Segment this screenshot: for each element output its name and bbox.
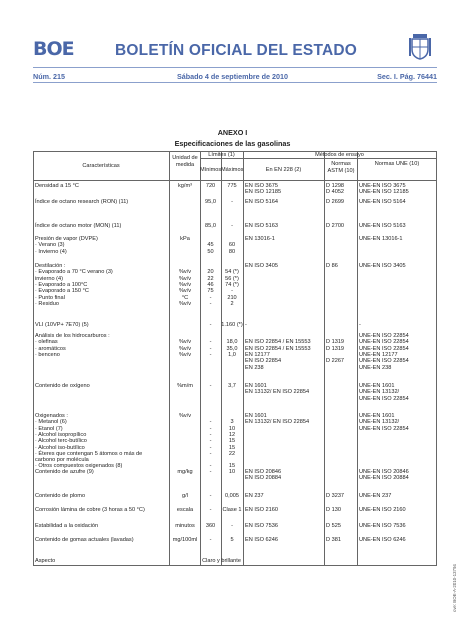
cell-char: Densidad a 15 °C	[35, 183, 79, 189]
cell-min: 20	[207, 269, 214, 276]
bulletin-title: BOLETÍN OFICIAL DEL ESTADO	[115, 42, 358, 59]
cell-char: Índice de octano motor (MON) (11)	[35, 223, 122, 229]
cell-une: UNE-EN 237	[359, 493, 392, 499]
cell-char: · Evaporado a 70 °C verano (3)	[35, 269, 113, 276]
cell-min: 95,0	[205, 199, 216, 205]
cell-min: 50	[207, 248, 214, 255]
cell-char: Aspecto	[35, 558, 56, 564]
cell-une: UNE-EN ISO 5164	[359, 199, 406, 205]
header-bottom-rule	[33, 180, 437, 181]
cell-char: · Residuo	[35, 300, 59, 307]
cell-une: UNE-EN ISO 2160	[359, 507, 406, 513]
cell-min: -	[209, 300, 212, 307]
cell-en: EN ISO 6246	[245, 537, 278, 543]
cell-char: Contenido de plomo	[35, 493, 86, 499]
cell-max: 3	[230, 419, 234, 426]
cell-char: · Verano (3)	[35, 242, 65, 249]
cell-unit: kPa	[180, 236, 190, 242]
cell-une: UNE-EN 1601	[359, 383, 395, 389]
cell-max: 22	[228, 450, 236, 457]
cell-astm: D 525	[326, 523, 341, 529]
cell-astm: D 3237	[326, 493, 345, 499]
column-divider	[357, 151, 358, 566]
cell-une: UNE-EN ISO 22854	[359, 425, 409, 432]
cell-max: -	[231, 223, 233, 229]
cell-en: EN ISO 5163	[245, 223, 278, 229]
cell-unit: %v/v	[178, 300, 192, 307]
cell-unit: mg/100ml	[172, 537, 198, 543]
cell-astm: D 1298	[326, 183, 345, 189]
cell-une: UNE-EN ISO 22854	[359, 333, 409, 339]
cell-une: UNE-EN 1601	[359, 413, 395, 419]
cell-min: -	[209, 294, 212, 301]
boe-logo-text: BOE	[33, 38, 74, 60]
cell-char: Análisis de los hidrocarburos :	[35, 333, 110, 339]
cell-en: EN ISO 3675	[245, 183, 278, 189]
cell-une: UNE-EN ISO 5163	[359, 223, 406, 229]
cell-unit: escala	[176, 507, 194, 513]
cell-max: 80	[228, 248, 236, 255]
cell-min: 46	[207, 281, 214, 288]
cell-char: Índice de octano research (RON) (11)	[35, 199, 129, 205]
cell-en: EN ISO 22854	[245, 358, 282, 365]
cell-une: UNE-EN ISO 20884	[359, 475, 409, 482]
cell-char: Corrosión lámina de cobre (3 horas a 50 °C)	[35, 507, 145, 513]
cell-une: -	[359, 322, 361, 328]
cell-unit: %v/v	[178, 281, 192, 288]
cell-une: UNE-EN 12177	[359, 351, 398, 358]
header-limits: Límites (1)	[208, 152, 235, 158]
cell-une: UNE-EN 238	[359, 364, 392, 371]
cell-en: EN ISO 2160	[245, 507, 278, 513]
cell-min: -	[209, 431, 212, 438]
cell-unit: %v/v	[178, 269, 192, 276]
cell-une: UNE-EN ISO 6246	[359, 537, 406, 543]
cell-min: -	[209, 493, 212, 499]
cell-min: -	[209, 345, 212, 352]
cell-une: UNE-EN ISO 22854	[359, 395, 409, 402]
cell-max: -	[231, 288, 233, 295]
cell-max: Clase 1	[222, 507, 242, 513]
cell-une: UNE-EN ISO 3405	[359, 263, 406, 269]
cell-char: Estabilidad a la oxidación	[35, 523, 99, 529]
table-border	[436, 151, 437, 566]
cell-en: EN ISO 22854 / EN 15553	[245, 339, 311, 346]
cell-en: EN ISO 3405	[245, 263, 278, 269]
cell-max: 3,7	[228, 383, 236, 389]
cell-char: · Evaporado a 150 °C	[35, 288, 89, 295]
cell-min: 45	[207, 242, 214, 249]
cell-char: · Alcohol iso-butílico	[35, 444, 85, 451]
section-page: Sec. I. Pág. 76441	[377, 72, 437, 81]
cell-min: 85,0	[205, 223, 216, 229]
cell-min: 360	[205, 523, 216, 529]
cell-char: · Alcohol isopropílico	[35, 431, 87, 438]
cell-min: -	[209, 444, 212, 451]
cell-min: -	[209, 383, 212, 389]
cell-max: 775	[227, 183, 237, 189]
cell-en: EN 237	[245, 493, 264, 499]
side-code: cve: BOE-A-2010-13794	[452, 564, 457, 612]
cell-min: -	[209, 469, 212, 475]
cell-char: carbono por molécula	[35, 457, 89, 464]
cell-max: -	[231, 199, 233, 205]
header-min: Mínimos	[200, 167, 222, 173]
cell-unit: kg/m³	[178, 183, 192, 189]
table-border	[33, 151, 34, 566]
cell-char: Contenido de oxígeno	[35, 383, 90, 389]
column-divider	[243, 151, 244, 566]
issue-number: Núm. 215	[33, 72, 65, 81]
cell-min: Claro y brillante	[202, 558, 241, 564]
cell-char: Contenido de gomas actuales (lavadas)	[35, 537, 134, 543]
cell-max: 1.160 (*)	[221, 322, 243, 328]
cell-char: · Otros compuestos oxigenados (8)	[35, 463, 123, 470]
cell-unit: %v/v	[178, 339, 192, 346]
cell-astm: D 130	[326, 507, 341, 513]
cell-une: UNE-EN 13132/	[359, 389, 400, 396]
cell-max: 15	[228, 438, 236, 445]
cell-max: 15	[228, 444, 236, 451]
cell-une: UNE-EN 13016-1	[359, 236, 403, 242]
cell-char: · olefinas	[35, 339, 58, 346]
cell-unit: %v/v	[178, 288, 192, 295]
cell-en: EN 13132/ EN ISO 22854	[245, 389, 310, 396]
boe-logo	[33, 38, 74, 60]
header-max: Máximos	[221, 167, 244, 173]
cell-char: Presión de vapor (DVPE)	[35, 236, 98, 242]
cell-char: · Evaporado a 100°C	[35, 281, 88, 288]
cell-max: 0,005	[225, 493, 239, 499]
cell-une: UNE-EN ISO 3675	[359, 183, 406, 189]
cell-astm: D 2267	[326, 358, 345, 365]
cell-unit: %v/v	[178, 275, 192, 282]
cell-min: -	[209, 351, 212, 358]
cell-une: UNE-EN ISO 22854	[359, 339, 409, 346]
cell-min: -	[209, 425, 212, 432]
header-astm: Normas ASTM (10)	[327, 161, 355, 174]
annex-title: ANEXO I	[217, 128, 248, 137]
cell-char: · Punto final	[35, 294, 65, 301]
cell-max: 10	[228, 469, 236, 475]
header-rule-top	[33, 67, 437, 68]
cell-en: EN 1601	[245, 383, 267, 389]
table-border	[33, 565, 437, 566]
specifications-table	[33, 151, 437, 566]
cell-max: 35,0	[226, 345, 238, 352]
cell-unit: °C	[181, 294, 189, 301]
cell-max: 74 (*)	[225, 281, 239, 288]
cell-en: EN 12177	[245, 351, 270, 358]
header-rule-bottom	[33, 82, 437, 83]
header-une: Normas UNE (10)	[374, 161, 420, 167]
cell-max: 12	[228, 431, 236, 438]
cell-en: EN 13132/ EN ISO 22854	[245, 419, 310, 426]
cell-unit: %v/v	[178, 351, 192, 358]
cell-unit: g/l	[182, 493, 188, 499]
cell-char: invierno (4)	[35, 275, 63, 282]
cell-char: · Invierno (4)	[35, 248, 67, 255]
cell-min: 75	[207, 288, 214, 295]
cell-unit: %m/m	[177, 383, 193, 389]
cell-min: 22	[207, 275, 214, 282]
cell-min: -	[209, 339, 212, 346]
cell-min: -	[209, 537, 212, 543]
cell-max: 15	[228, 463, 236, 470]
cell-en: EN ISO 5164	[245, 199, 278, 205]
cell-max: 210	[227, 294, 237, 301]
cell-en: EN ISO 12185	[245, 189, 282, 196]
cell-min: -	[209, 507, 212, 513]
cell-en: EN 1601	[245, 413, 267, 419]
cell-char: · benceno	[35, 351, 60, 358]
cell-min: -	[209, 322, 212, 328]
cell-astm: D 2699	[326, 199, 345, 205]
cell-max: 54 (*)	[225, 269, 239, 276]
cell-unit: %v/v	[178, 345, 192, 352]
cell-unit: mg/kg	[177, 469, 193, 475]
cell-char: · Metanol (6)	[35, 419, 67, 426]
cell-max: -	[231, 523, 233, 529]
column-divider	[324, 151, 325, 566]
cell-une: UNE-EN ISO 12185	[359, 189, 409, 196]
cell-en: EN ISO 22854 / EN 15553	[245, 345, 311, 352]
cell-max: 60	[228, 242, 236, 249]
cell-char: Contenido de azufre (9)	[35, 469, 94, 475]
cell-char: · Éteres que contengan 5 átomos o más de	[35, 450, 143, 457]
cell-une: UNE-EN ISO 22854	[359, 358, 409, 365]
cell-en: EN ISO 20846	[245, 469, 282, 475]
cell-max: 10	[228, 425, 236, 432]
cell-astm: D 381	[326, 537, 341, 543]
cell-min: -	[209, 419, 212, 426]
cell-en: EN 13016-1	[245, 236, 275, 242]
cell-min: 720	[205, 183, 216, 189]
cell-max: 2	[230, 300, 234, 307]
cell-en: -	[245, 322, 247, 328]
cell-max: 18,0	[226, 339, 238, 346]
cell-char: · Alcohol terc-butílico	[35, 438, 87, 445]
cell-astm: D 1319	[326, 345, 345, 352]
header-methods: Métodos de ensayo	[315, 152, 364, 158]
annex-subtitle: Especificaciones de las gasolinas	[174, 139, 291, 148]
cell-une: UNE-EN ISO 20846	[359, 469, 409, 475]
cell-min: -	[209, 450, 212, 457]
cell-en: EN ISO 7536	[245, 523, 278, 529]
cell-unit: %v/v	[178, 413, 192, 419]
cell-max: 5	[230, 537, 234, 543]
cell-astm: D 1319	[326, 339, 345, 346]
cell-max: 56 (*)	[225, 275, 239, 282]
cell-min: -	[209, 438, 212, 445]
cell-unit: minutos	[175, 523, 195, 529]
cell-min: -	[209, 463, 212, 470]
cell-une: UNE-EN ISO 22854	[359, 345, 409, 352]
coat-of-arms-icon	[409, 32, 431, 60]
cell-max: 1,0	[228, 351, 236, 358]
cell-char: Destilación :	[35, 263, 66, 269]
header-unit: Unidad de medida	[172, 155, 198, 168]
cell-astm: D 2700	[326, 223, 345, 229]
cell-char: · aromáticos	[35, 345, 66, 352]
header-characteristics: Características	[82, 163, 120, 169]
cell-char: · Etanol (7)	[35, 425, 63, 432]
cell-astm: D 4052	[326, 189, 345, 196]
cell-char: Oxigenados :	[35, 413, 68, 419]
cell-une: UNE-EN 13132/	[359, 419, 400, 426]
header-en: En EN 228 (2)	[265, 167, 302, 173]
issue-date: Sábado 4 de septiembre de 2010	[176, 72, 289, 81]
cell-une: UNE-EN ISO 7536	[359, 523, 406, 529]
cell-en: EN ISO 20884	[245, 475, 282, 482]
cell-en: EN 238	[245, 364, 264, 371]
cell-char: VLI (10VP+ 7E70) (5)	[35, 322, 89, 328]
cell-astm: D 86	[326, 263, 338, 269]
